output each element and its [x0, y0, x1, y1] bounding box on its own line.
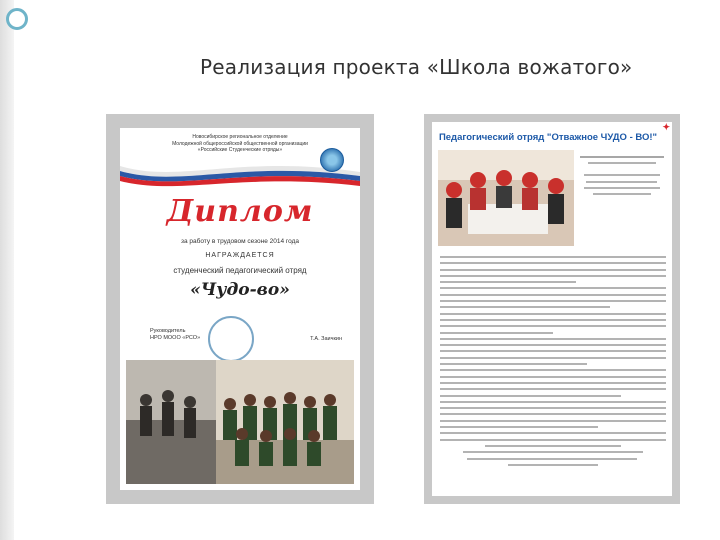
newspaper-article-text: [440, 256, 666, 470]
diploma-document: [120, 128, 360, 490]
diploma-signer: [150, 328, 200, 342]
group-photo: [126, 360, 354, 484]
diploma-frame: [106, 114, 374, 504]
signer-name: Т.А. Заичкин: [310, 336, 342, 342]
newspaper-logo-icon: ✦: [662, 122, 670, 132]
diploma-recipient-type: студенческий педагогический отряд: [173, 266, 307, 275]
newspaper-sidebar-text: [580, 156, 664, 199]
slide-title: Реализация проекта «Школа вожатого»: [200, 55, 633, 79]
left-decorative-bar: [0, 0, 14, 540]
seal-stamp-icon: [208, 316, 254, 362]
signer-role: Руководитель: [150, 328, 186, 334]
diploma-header-line: Новосибирское региональное отделение: [192, 134, 288, 140]
newspaper-page: [432, 122, 672, 496]
diploma-reason: за работу в трудовом сезоне 2014 года: [180, 238, 300, 245]
diploma-header: [160, 134, 320, 154]
diploma-header-line: Молодежной общероссийской общественной организации: [172, 140, 308, 147]
diploma-header-line: «Российские Студенческие отряды»: [197, 147, 283, 153]
newspaper-title: Педагогический отряд "Отважное ЧУДО - ВО!": [438, 132, 658, 143]
diploma-title: Диплом: [166, 194, 314, 229]
diploma-awarded: НАГРАЖДАЕТСЯ: [205, 252, 275, 259]
signer-org: НРО МООО «РСО»: [150, 335, 201, 341]
organization-logo-icon: [320, 148, 344, 172]
team-photo: [438, 150, 574, 246]
diploma-recipient-name: «Чудо-во»: [190, 280, 290, 300]
decorative-ring-icon: [6, 8, 28, 30]
newspaper-frame: [424, 114, 680, 504]
